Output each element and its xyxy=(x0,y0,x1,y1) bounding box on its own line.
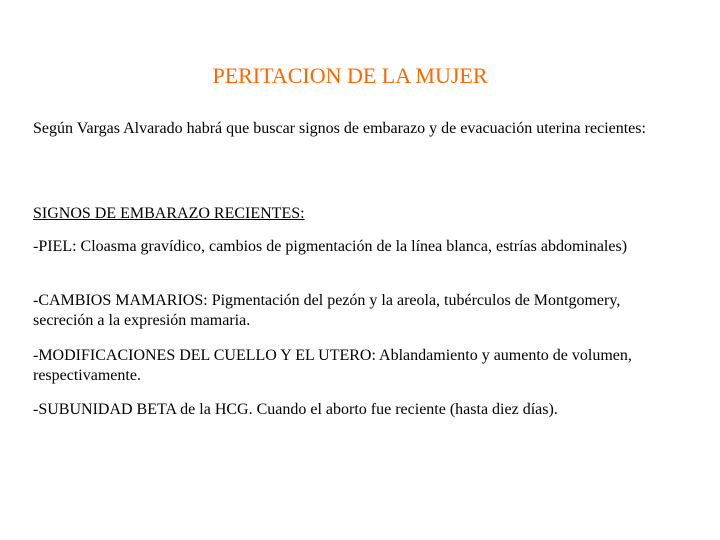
slide-title: PERITACION DE LA MUJER xyxy=(212,63,488,88)
intro-paragraph: Según Vargas Alvarado habrá que buscar signos de embarazo y de evacuación uterina recientes: xyxy=(33,120,646,137)
list-item-subunidad-beta: -SUBUNIDAD BETA de la HCG. Cuando el aborto fue reciente (hasta diez días). xyxy=(33,401,558,418)
section-heading: SIGNOS DE EMBARAZO RECIENTES: xyxy=(33,205,305,222)
list-item-piel: -PIEL: Cloasma gravídico, cambios de pigmentación de la línea blanca, estrías abdominales) xyxy=(33,238,628,255)
list-item-modificaciones: -MODIFICACIONES DEL CUELLO Y EL UTERO: Ablandamiento y aumento de volumen, respectivamente. xyxy=(33,347,632,384)
list-item-cambios-mamarios: -CAMBIOS MAMARIOS: Pigmentación del pezón y la areola, tubérculos de Montgomery, secreción a la expresión mamaria. xyxy=(33,292,621,329)
